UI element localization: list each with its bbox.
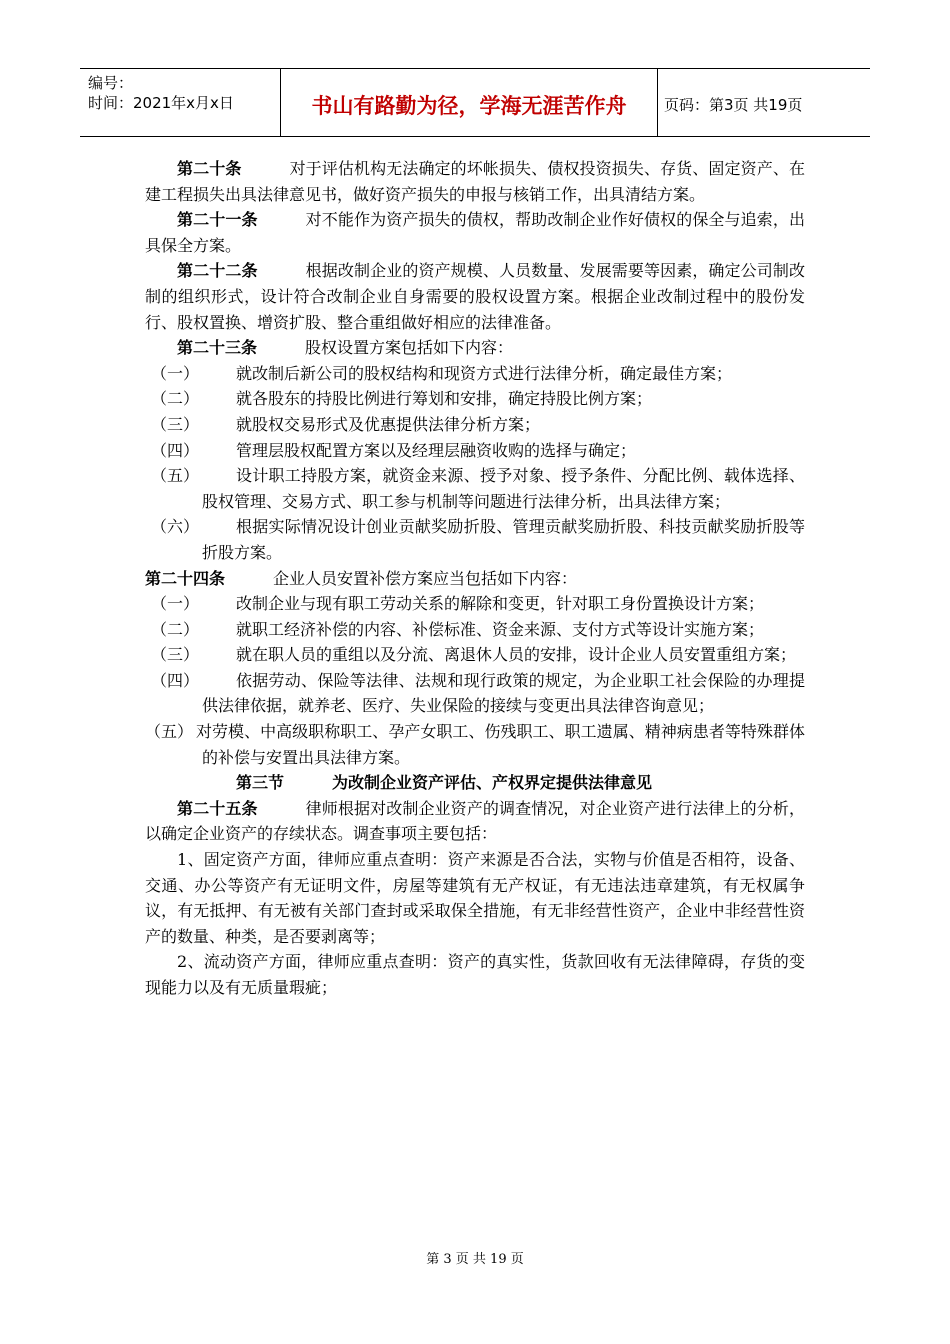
list-number: （四） [151, 440, 200, 460]
header-bottom-rule [80, 136, 870, 137]
article-text: 根据改制企业的资产规模、人员数量、发展需要等因素，确定公司制改制的组织形式，设计符合改制企业自身需要的股权设置方案。根据企业改制过程中的股份发行、股权置换、增资扩股、整合重组做好相应的法律准备。 [145, 261, 805, 332]
list-text: 设计职工持股方案，就资金来源、授予对象、授予条件、分配比例、载体选择、股权管理、交易方式、职工参与机制等问题进行法律分析，出具法律方案； [202, 466, 805, 511]
list-number: （五） [145, 722, 194, 742]
list-number: （一） [151, 363, 200, 383]
list-item [145, 719, 805, 770]
list-item [145, 438, 805, 464]
article-25 [145, 796, 805, 847]
article-text: 对不能作为资产损失的债权，帮助改制企业作好债权的保全与追索，出具保全方案。 [145, 210, 805, 255]
list-text: 对劳模、中高级职称职工、孕产女职工、伤残职工、职工遗属、精神病患者等特殊群体的补偿与安置出具法律方案。 [196, 722, 805, 767]
list-number: （五） [151, 466, 200, 486]
list-text: 改制企业与现有职工劳动关系的解除和变更，针对职工身份置换设计方案； [236, 594, 765, 614]
header-motto: 书山有路勤为径，学海无涯苦作舟 [311, 94, 627, 118]
article-title: 第二十五条 [177, 798, 258, 818]
list-text: 就股权交易形式及优惠提供法律分析方案； [236, 414, 541, 434]
document-body [145, 156, 805, 1001]
paragraph-current-assets: 2、流动资产方面，律师应重点查明：资产的真实性，货款回收有无法律障碍，存货的变现能力以及有无质量瑕疵； [145, 952, 805, 997]
header-top-rule [80, 68, 870, 69]
article-20 [145, 156, 805, 207]
article-title: 第二十条 [177, 159, 242, 178]
list-number: （四） [151, 670, 200, 690]
article-text: 对于评估机构无法确定的坏帐损失、债权投资损失、存货、固定资产、在建工程损失出具法律意见书，做好资产损失的申报与核销工作，出具清结方案。 [145, 159, 805, 204]
list-item [145, 617, 805, 643]
list-number: （二） [151, 619, 200, 639]
header-number: 编号： [88, 74, 134, 92]
article-23 [145, 335, 805, 361]
list-text: 就职工经济补偿的内容、补偿标准、资金来源、支付方式等设计实施方案； [236, 619, 765, 639]
page-footer: 第 3 页 共 19 页 [426, 1252, 524, 1267]
list-item [145, 514, 805, 565]
list-text: 就改制后新公司的股权结构和现资方式进行法律分析，确定最佳方案； [236, 363, 733, 383]
list-item [145, 668, 805, 719]
list-item [145, 412, 805, 438]
article-text: 律师根据对改制企业资产的调查情况，对企业资产进行法律上的分析，以确定企业资产的存续状态。调查事项主要包括： [145, 798, 805, 844]
list-text: 依据劳动、保险等法律、法规和现行政策的规定，为企业职工社会保险的办理提供法律依据，就养老、医疗、失业保险的接续与变更出具法律咨询意见； [202, 670, 805, 716]
list-text: 就各股东的持股比例进行筹划和安排，确定持股比例方案； [236, 389, 653, 409]
header-divider-left [280, 68, 281, 136]
list-text: 管理层股权配置方案以及经理层融资收购的选择与确定； [236, 440, 637, 460]
header-page: 页码：第3页 共19页 [664, 96, 803, 114]
list-item [145, 591, 805, 617]
paragraph-fixed-assets: 1、固定资产方面，律师应重点查明：资产来源是否合法，实物与价值是否相符，设备、交通、办公等资产有无证明文件，房屋等建筑有无产权证，有无违法违章建筑，有无权属争议，有无抵押、有无被有关部门查封或采取保全措施，有无非经营性资产，企业中非经营性资产的数量、种类，是否要剥离等； [145, 850, 805, 946]
list-item [145, 642, 805, 668]
list-number: （三） [151, 645, 200, 665]
section-title: 为改制企业资产评估、产权界定提供法律意见 [332, 773, 653, 793]
list-item [145, 463, 805, 514]
article-title: 第二十四条 [145, 568, 226, 588]
list-item [145, 361, 805, 387]
list-number: （一） [151, 594, 200, 614]
article-title: 第二十一条 [177, 210, 258, 230]
article-24 [145, 566, 805, 592]
article-title: 第二十三条 [177, 338, 258, 358]
article-title: 第二十二条 [177, 261, 258, 281]
list-number: （六） [151, 517, 200, 537]
section-heading [145, 770, 805, 796]
list-item [145, 386, 805, 412]
list-number: （三） [151, 414, 200, 434]
header-divider-right [657, 68, 658, 136]
section-number: 第三节 [236, 773, 285, 793]
article-text: 企业人员安置补偿方案应当包括如下内容： [273, 568, 578, 588]
list-number: （二） [151, 389, 200, 409]
article-text: 股权设置方案包括如下内容： [305, 338, 514, 358]
article-21 [145, 207, 805, 258]
article-22 [145, 258, 805, 335]
header-date: 时间：2021年x月x日 [88, 94, 234, 112]
list-text: 根据实际情况设计创业贡献奖励折股、管理贡献奖励折股、科技贡献奖励折股等折股方案。 [202, 517, 805, 562]
list-text: 就在职人员的重组以及分流、离退休人员的安排，设计企业人员安置重组方案； [236, 645, 797, 665]
